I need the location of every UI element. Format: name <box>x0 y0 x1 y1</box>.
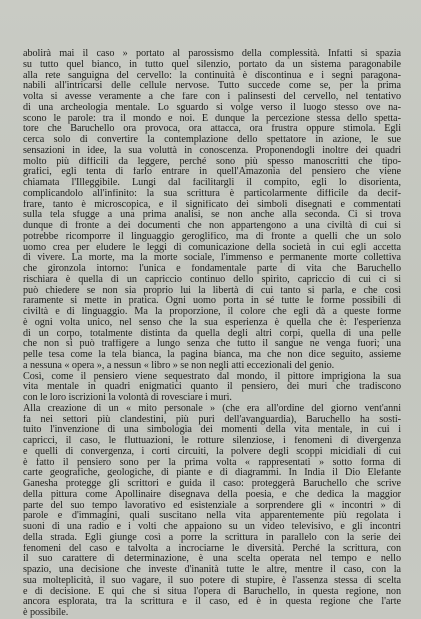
text-line: volta si avesse veramente a che fare con i palinsesti del cervello, nel tentativo <box>23 92 401 102</box>
text-line: della pittura come Apollinaire disegnava della poesia, e che dedica la maggior <box>23 489 401 500</box>
text-line: sulla tela sfugge a una prima analisi, se non anche alla seconda. Ci si trova <box>23 210 401 221</box>
text-line: parole e d'immagini, quali suscitano nella vita apparentemente più regolata i <box>23 511 401 522</box>
text-line: è possibile. <box>23 608 69 618</box>
text-line: è fatto il pensiero sono per la prima volta « rappresentati » sotto forma di <box>23 457 401 468</box>
text-line: scono le parole: tra il mondo e noi. È dunque la percezione stessa dello spetta- <box>23 113 401 124</box>
text-line: Ganesha protegge gli scrittori e guida il caso: proteggerà Baruchello che scrive <box>23 479 401 489</box>
text-line: con le loro iscrizioni la volontà di rovesciare i muri. <box>23 393 232 403</box>
text-line: complicandolo all'infinito: la sua scrittura è particolarmente difficile da decif- <box>23 188 401 199</box>
text-line: raramente si mette in pratica. Ogni uomo porta in sé tutte le forme possibili di <box>23 296 401 307</box>
text-line: rischiara è quella di un capriccio continuo dello spirito, capriccio di cui ci si <box>23 274 401 285</box>
text-line: cerca solo di convertire la contemplazione dello spettatore in azione, le sue <box>23 135 401 145</box>
text-line: carte geografiche, geologiche, di piante e di diagrammi. In India il Dio Elefante <box>23 468 401 479</box>
text-line: sua molteplicità, il suo vagare, il suo potere di stupire, è l'assenza stessa di scelta <box>23 575 401 586</box>
text-line: abolirà mai il caso » portato al parossismo della complessità. Infatti si spazia <box>23 49 401 59</box>
text-line: sensazioni in idee, la sua voluttà in conoscenza. Proponendogli inoltre dei quadri <box>23 145 401 156</box>
article-body <box>23 49 401 619</box>
text-line: vita mentale in quadri enigmatici quanto il pensiero, dei muri che tradiscono <box>23 382 401 393</box>
text-line: su tutto quel bianco, in tutto quel silenzio, portato da un sistema paragonabile <box>23 59 401 70</box>
text-line: della strada. Egli giunge così a porre la scrittura in parallelo con la serie dei <box>23 532 401 543</box>
text-line: pelle tesa come la tela bianca, la pagina bianca, ma che non dice seguito, assieme <box>23 350 401 360</box>
text-line: dunque di fronte a dei documenti che non appartengono a una civiltà di cui si <box>23 221 401 231</box>
text-line: capricci, il caso, le fluttuazioni, le rotture silenziose, i fenomeni di divergenza <box>23 436 401 446</box>
text-line: fenomeni del caso e talvolta a incrociarne le diversità. Perché la scrittura, con <box>23 543 401 554</box>
text-line: Alla creazione di un « mito personale » (che era all'ordine del giorno vent'anni <box>23 403 401 414</box>
text-line: può chiedere se non sia proprio lui la libertà di cui tanto si parla, e che così <box>23 285 401 296</box>
text-line: che non si può traffigere a lungo senza che tutto il sangue ne venga fuori; una <box>23 339 401 350</box>
text-line: potrebbe ricomporre il linguaggio geroglifico, ma di fronte a quelli che un solo <box>23 231 401 242</box>
text-line: chiamata l'Illeggibile. Lungi dal facilitargli il compito, egli lo disorienta, <box>23 178 401 188</box>
text-line: nabili all'intricarsi delle cellule nervose. Tutto succede come se, per la prima <box>23 81 401 92</box>
text-line: ancora esplorata, tra la scrittura e il caso, ed è in questa regione che l'arte <box>23 597 401 608</box>
text-line: molto più difficili da leggere, perché sono più spesso manoscritti che tipo- <box>23 156 401 167</box>
text-line: e quelli di convergenza, i corti circuiti, la polvere degli scoppi micidiali di cui <box>23 446 401 457</box>
text-line: uomo crea per eludere le leggi di comunicazione della società in cui egli accetta <box>23 242 401 253</box>
text-line: tore che Baruchello ora provoca, ora attacca, ora frustra oppure stimola. Egli <box>23 124 401 135</box>
text-line: suoni di una radio e i volti che appaiono su un video televisivo, e gli incontri <box>23 522 401 532</box>
text-line: tuito l'invenzione di una simbologia dei momenti della vita mentale, in cui i <box>23 425 401 436</box>
text-line: che gironzola intorno: l'unica e fondamentale parte di vita che Baruchello <box>23 264 401 274</box>
text-line: di vivere. La morte, ma la morte sociale, l'immenso e permanente morte collettiva <box>23 253 401 264</box>
text-line: è ogni volta unico, nel senso che la sua esperienza è quella che è: l'esperienza <box>23 317 401 328</box>
text-line: civiltà e di linguaggio. Ma la proporzione, il colore che egli dà a queste forme <box>23 307 401 317</box>
text-line: e di decisione. È qui che si situa l'opera di Baruchello, in questa regione, non <box>23 586 401 597</box>
text-line: frare, tanto è microscopica, e il significato dei simboli disegnati e commentati <box>23 199 401 210</box>
text-line: fa nei settori più clandestini, più puri dell'avanguardia), Baruchello ha sosti- <box>23 414 401 425</box>
text-line: di un corpo, totalmente distinta da quella degli altri corpi, quella di una pelle <box>23 328 401 339</box>
text-line: il suo carattere di determinazione, è una scelta operata nel tempo e nello <box>23 554 401 565</box>
text-line: alla rete sanguigna del cervello: la continuità è discontinua e i segni paragona- <box>23 70 401 81</box>
text-line: a nessuna « opera », a nessun « libro » se non negli atti eccezionali del genio. <box>23 360 335 371</box>
text-line: Così, come il pensiero viene sequestrato dal mondo, il pittore imprigiona la sua <box>23 371 401 382</box>
text-line: grafici, egli tenta di farlo entrare in quell'Amazonia del pensiero che viene <box>23 167 401 178</box>
text-line: spazio, una decisione che investe d'inanità tutte le altre, mentre il caso, con la <box>23 565 401 575</box>
text-line: di una archeologia mentale. Lo sguardo si volge verso il luogo stesso ove na- <box>23 102 401 113</box>
text-line: parte del suo tempo lavorativo ed esistenziale a sorprendere gli « incontri » di <box>23 500 401 511</box>
